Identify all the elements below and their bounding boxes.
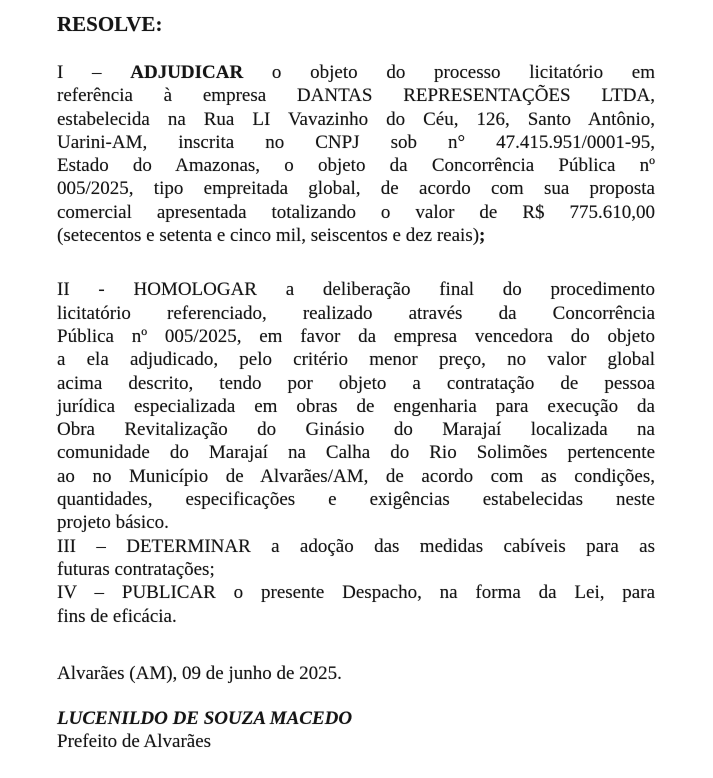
document-line: acima descrito, tendo por objeto a contratação de pessoa [57,372,655,394]
text-run-bold: ADJUDICAR [130,62,244,83]
text-run-bold: ; [479,225,486,247]
document-line: projeto básico. [57,512,169,534]
item-4-paragraph [57,581,655,628]
document-line: comercial apresentada totalizando o valor de R$ 775.610,00 [57,201,655,223]
document-body [57,12,655,754]
document-line: ao no Município de Alvarães/AM, de acordo com as condições, [57,465,655,487]
document-line: comunidade do Marajaí na Calha do Rio Solimões pertencente [57,442,655,464]
document-line: Uarini-AM, inscrita no CNPJ sob n° 47.415.951/0001-95, [57,131,655,153]
document-line: a ela adjudicado, pelo critério menor preço, no valor global [57,349,655,371]
document-line: II - HOMOLOGAR a deliberação final do procedimento [57,279,655,301]
document-line: Pública nº 005/2025, em favor da empresa vencedora do objeto [57,325,655,347]
signature-title: Prefeito de Alvarães [57,731,212,753]
signature-name: LUCENILDO DE SOUZA MACEDO [57,708,353,730]
document-line: III – DETERMINAR a adoção das medidas cabíveis para as [57,535,655,557]
document-line: Alvarães (AM), 09 de junho de 2025. [57,662,342,684]
signature-block [57,707,655,754]
document-line: jurídica especializada em obras de engenharia para execução da [57,395,655,417]
text-run: (setecentos e setenta e cinco mil, seiscentos e dez reais) [57,225,480,247]
text-run: I – [57,62,131,83]
item-1-paragraph [57,61,655,247]
document-line: 005/2025, tipo empreitada global, de acordo com sua proposta [57,178,655,200]
document-line [57,61,655,84]
document-line: estabelecida na Rua LI Vavazinho do Céu, 126, Santo Antônio, [57,108,655,130]
document-line [57,224,655,247]
item-3-paragraph [57,535,655,582]
item-2-paragraph [57,278,655,534]
document-line: quantidades, especificações e exigências estabelecidas neste [57,489,655,511]
document-line: Obra Revitalização do Ginásio do Marajaí localizada na [57,419,655,441]
resolve-heading: RESOLVE: [57,12,163,36]
document-line: IV – PUBLICAR o presente Despacho, na forma da Lei, para [57,582,655,604]
text-run: o objeto do processo licitatório em [243,62,655,83]
document-line: referência à empresa DANTAS REPRESENTAÇÕES LTDA, [57,85,655,107]
date-line [57,662,655,685]
document-line: futuras contratações; [57,558,215,580]
document-line: fins de eficácia. [57,605,177,627]
document-line: licitatório referenciado, realizado através da Concorrência [57,302,655,324]
document-line: Estado do Amazonas, o objeto da Concorrência Pública nº [57,155,655,177]
